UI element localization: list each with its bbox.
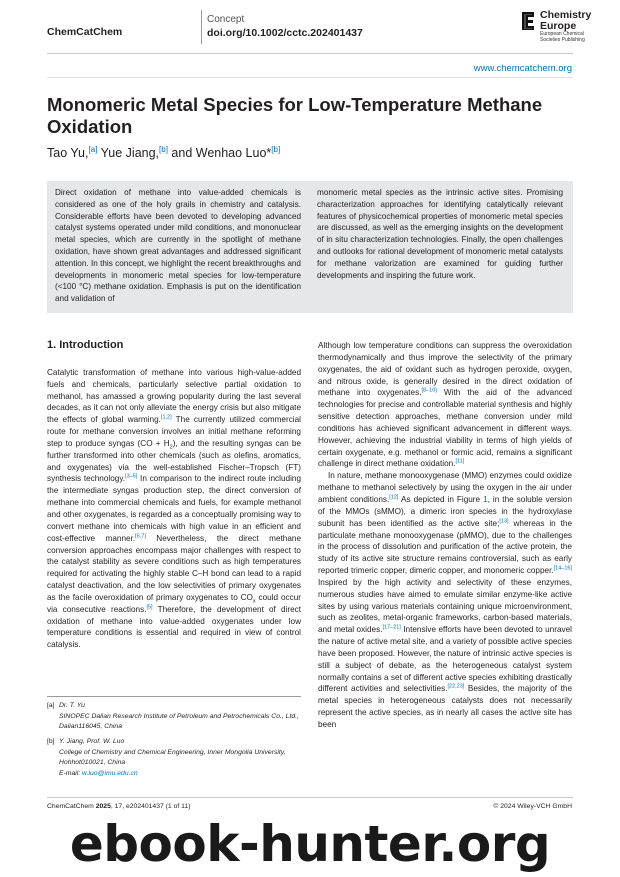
citation-link[interactable]: [12] — [389, 494, 399, 501]
chemistry-europe-logo-icon — [520, 11, 536, 31]
abstract-left-column: Direct oxidation of methane into value-added chemicals is considered as one of the holy grails in chemistry and catalysis. Considerable efforts have been devoted to developing advanced catalyst systems operated under mild conditions, and mononuclear metal species, which are currently in the spotlight of methane oxidation, have shown great advantages and addressed significant attention. In this concept, we highlight the recent breakthroughs and developments in monomeric metal species for low-temperature (<100 °C) methane oxidation. Emphasis is put on the identification and validation of — [55, 188, 301, 304]
footer-rule — [47, 797, 573, 798]
footnote-affiliation: College of Chemistry and Chemical Engineering, Inner Mongolia University, Hohhot010021, China — [59, 748, 286, 766]
footer-citation: ChemCatChem 2025, 17, e202401437 (1 of 11) — [47, 803, 191, 810]
body-right-column — [318, 340, 572, 731]
citation-link[interactable]: [5] — [146, 603, 153, 610]
article-title: Monomeric Metal Species for Low-Temperature Methane Oxidation — [47, 94, 543, 137]
author-affiliation-link[interactable]: [a] — [88, 144, 98, 154]
body-paragraph: Catalytic transformation of methane into various high-value-added fuels and chemicals, particularly selective partial oxidation to methanol, has amassed a growing popularity during the last several decades, as it can not only alleviate the energy crisis but also mitigate the effects of global warming.[1,2] The currently utilized commercial route for methane conversion involves an initial methane reforming step to produce syngas $(CO + H_2)$, and the resulting syngas can be further transformed into other chemicals (such as olefins, aromatics, and oxygenates) via the well-established Fischer–Tropsch (FT) synthesis technology.[3–5] In comparison to the indirect route including the intermediate syngas production step, the direct conversion of methane into commercial chemicals and fuels, for example methanol and other oxygenates, is regarded as a conceptually promising way to convert methane into chemicals with high value in an efficient and cost-effective manner.[6,7] Nevertheless, the direct methane conversion approaches encompass major challenges with respect to the catalyst stability as severe conditions such as high temperatures required for activating the highly stable C–H bond can lead to a rapid catalyst deactivation, and the low selectivities of primary oxygenates as the facile overoxidation of primary oxygenates to $CO_x$ could occur via consecutive reactions.[5] Therefore, the development of direct oxidation of methane into value-added oxygenates under low temperature conditions is essential and required in view of control catalysis. — [47, 367, 302, 650]
footnote-tag: [a] — [47, 702, 55, 709]
citation-link[interactable]: [22,23] — [447, 683, 465, 690]
citation-link[interactable]: [17–21] — [382, 624, 401, 631]
citation-link[interactable]: [1,2] — [160, 414, 172, 421]
header-separator — [201, 10, 202, 44]
footnote-email: E-mail: w.luo@imu.edu.cn — [59, 769, 138, 777]
author-name: and Wenhao Luo* — [171, 146, 272, 160]
publisher-name — [540, 10, 591, 32]
author-name: Yue Jiang, — [100, 146, 160, 160]
body-paragraph: Although low temperature conditions can suppress the overoxidation thermodynamically and thus improve the selectivity of the primary oxygenates, the aid of oxidant such as hydrogen peroxide, oxygen, and nitrous oxide, is generally desired in the direct oxidation of methane into oxygenates.[8–10] With the aid of the advanced technologies for precise and controllable material synthesis and highly sensitive detection approaches, methane conversion under mild conditions has achieved significant advancement in different ways. However, achieving the industrial viability in terms of high yields of certain oxygenate, e.g. methanol or formic acid, remains a significant challenge in direct methane oxidation.[11] — [318, 341, 572, 469]
publisher-sub-line2: Societies Publishing — [540, 37, 585, 43]
publisher-sub-line1: European Chemical — [540, 31, 584, 37]
publisher-subtitle — [540, 31, 585, 43]
watermark-text: ebook-hunter.org — [69, 815, 551, 873]
citation-link[interactable]: [13] — [499, 517, 509, 524]
email-link[interactable]: w.luo@imu.edu.cn — [82, 769, 138, 777]
journal-url-link[interactable]: www.chemcatchem.org — [473, 63, 572, 74]
article-type: Concept — [207, 14, 245, 25]
header-rule — [47, 53, 573, 54]
author-name: Tao Yu, — [47, 146, 89, 160]
publisher-name-line2: Europe — [540, 20, 577, 32]
citation-link[interactable]: [6,7] — [135, 532, 146, 539]
footnote-b — [47, 737, 301, 779]
citation-link[interactable]: [3–5] — [125, 473, 138, 480]
footnote-a — [47, 701, 301, 733]
footnote-rule — [47, 696, 301, 697]
footnote-tag: [b] — [47, 738, 55, 745]
abstract-box — [47, 181, 573, 313]
publisher-name-line1: Chemistry — [540, 9, 592, 21]
footer-copyright: © 2024 Wiley-VCH GmbH — [493, 803, 572, 810]
figure-link[interactable]: 1 — [483, 494, 488, 504]
body-paragraph: In nature, methane monooxygenase (MMO) enzymes could oxidize methane to methanol selectively by using the oxygen in the air under ambient conditions.[12] As depicted in Figure 1, in the soluble version of the MMOs (sMMO), a dimeric iron species in the hydroxylase subunit has been identified as the active site;[13] whereas in the particulate methane monooxygenase (pMMO), due to the challenges in the process of dissolution and purification of the active protein, the study of its active site structure remains controversial, such as early reported trimeric copper, dimeric copper, and monomeric copper.[14–16] Inspired by the high activity and selectivity of these enzymes, numerous studies have aimed to emulate similar enzyme-like active sites by using various materials containing unique microenvironment, such as zeolites, metal-organic frameworks, carbon-based materials, and metal oxides.[17–21] Intensive efforts have been devoted to unravel the nature of active metal site, and a variety of possible active species have been proposed. However, the nature of intrinsic active species is still a subject of debate, as the heterogeneous catalyst system normally contains a set of different active species exhibiting drastically different activities and selectivities.[22,23] Besides, the majority of the metal species in heterogeneous catalysts does not necessarily represent the active species, as in nearly all cases the active site has been — [318, 471, 573, 729]
footnote-author: Y. Jiang, Prof. W. Luo — [59, 738, 125, 745]
abstract-right-column: monomeric metal species as the intrinsic active sites. Promising characterization approaches for identifying catalytically relevant features of physicochemical properties of monomeric metal species are discussed, as well as the emerging insights on the development of in situ characterization technologies. Finally, the open challenges and outlooks for rational development of monomeric metal catalysts for methane valorization are examined for guiding further developments and inspiring the future work. — [317, 188, 563, 280]
footnote-affiliation: SINOPEC Dalian Research Institute of Petroleum and Petrochemicals Co., Ltd., Dalian116045, China — [59, 712, 299, 730]
citation-link[interactable]: [8–10] — [421, 387, 437, 394]
body-left-column — [47, 340, 301, 651]
url-rule — [47, 77, 573, 78]
citation-link[interactable]: [14–16] — [553, 565, 572, 572]
section-heading: 1. Introduction — [47, 339, 124, 351]
author-affiliation-link[interactable]: [b] — [159, 144, 168, 154]
citation-link[interactable]: [11] — [455, 458, 465, 465]
doi-link[interactable]: doi.org/10.1002/cctc.202401437 — [207, 27, 363, 39]
author-affiliation-link[interactable]: [b] — [271, 144, 281, 154]
journal-name: ChemCatChem — [47, 26, 123, 38]
author-list — [47, 146, 280, 160]
footnote-author: Dr. T. Yu — [59, 702, 85, 709]
